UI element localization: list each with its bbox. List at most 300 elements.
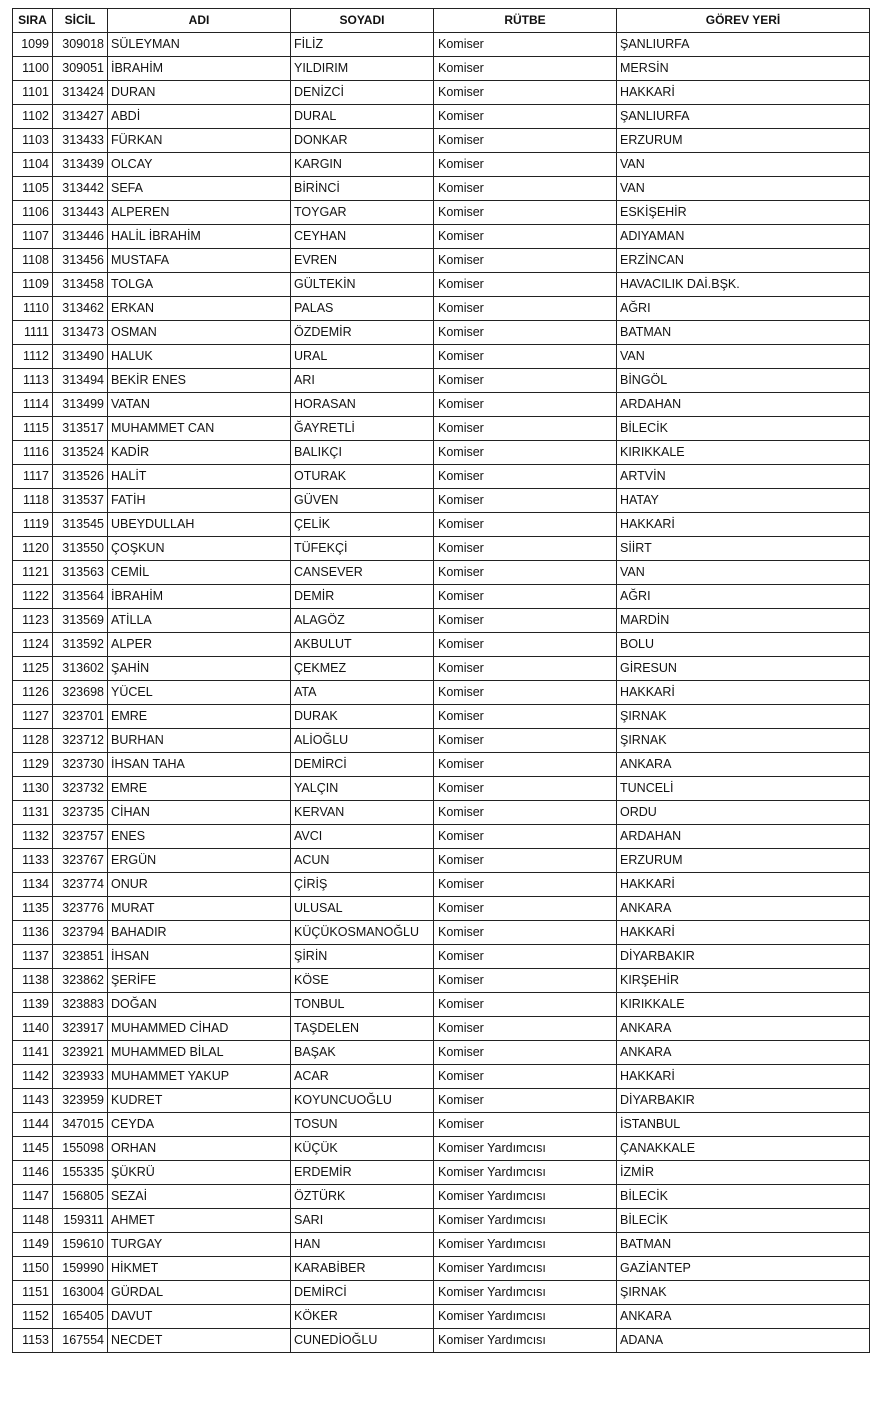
cell-soyadi: ÇEKMEZ: [291, 657, 434, 681]
cell-soyadi: SARI: [291, 1209, 434, 1233]
cell-adi: CİHAN: [108, 801, 291, 825]
cell-adi: AHMET: [108, 1209, 291, 1233]
table-row: [13, 657, 870, 681]
cell-sicil: 323794: [53, 921, 108, 945]
cell-sicil: 313592: [53, 633, 108, 657]
table-row: [13, 753, 870, 777]
cell-adi: OSMAN: [108, 321, 291, 345]
cell-soyadi: KÜÇÜKOSMANOĞLU: [291, 921, 434, 945]
cell-sira: 1106: [13, 201, 53, 225]
table-row: [13, 633, 870, 657]
cell-soyadi: DONKAR: [291, 129, 434, 153]
cell-gorev-yeri: ERZİNCAN: [617, 249, 870, 273]
cell-adi: GÜRDAL: [108, 1281, 291, 1305]
cell-sicil: 313545: [53, 513, 108, 537]
table-row: [13, 921, 870, 945]
table-row: [13, 897, 870, 921]
cell-gorev-yeri: BİLECİK: [617, 1209, 870, 1233]
cell-soyadi: KARGIN: [291, 153, 434, 177]
cell-rutbe: Komiser: [434, 249, 617, 273]
table-row: [13, 129, 870, 153]
cell-rutbe: Komiser: [434, 753, 617, 777]
table-body: [13, 33, 870, 1353]
cell-sicil: 323851: [53, 945, 108, 969]
cell-rutbe: Komiser: [434, 1089, 617, 1113]
cell-sira: 1100: [13, 57, 53, 81]
cell-soyadi: DEMİRCİ: [291, 753, 434, 777]
cell-gorev-yeri: HAVACILIK DAİ.BŞK.: [617, 273, 870, 297]
cell-soyadi: TOSUN: [291, 1113, 434, 1137]
cell-adi: DAVUT: [108, 1305, 291, 1329]
table-row: [13, 609, 870, 633]
cell-adi: SÜLEYMAN: [108, 33, 291, 57]
cell-soyadi: DENİZCİ: [291, 81, 434, 105]
cell-gorev-yeri: ŞIRNAK: [617, 705, 870, 729]
cell-soyadi: TÜFEKÇİ: [291, 537, 434, 561]
cell-gorev-yeri: GİRESUN: [617, 657, 870, 681]
cell-adi: MUSTAFA: [108, 249, 291, 273]
cell-soyadi: AKBULUT: [291, 633, 434, 657]
cell-sicil: 159610: [53, 1233, 108, 1257]
table-row: [13, 81, 870, 105]
cell-adi: ABDİ: [108, 105, 291, 129]
cell-gorev-yeri: ORDU: [617, 801, 870, 825]
cell-adi: ÇOŞKUN: [108, 537, 291, 561]
cell-gorev-yeri: ŞIRNAK: [617, 1281, 870, 1305]
cell-gorev-yeri: ANKARA: [617, 897, 870, 921]
cell-adi: ŞERİFE: [108, 969, 291, 993]
cell-rutbe: Komiser: [434, 153, 617, 177]
cell-sicil: 163004: [53, 1281, 108, 1305]
header-sicil: SİCİL: [53, 9, 108, 33]
cell-rutbe: Komiser: [434, 177, 617, 201]
cell-adi: HALİT: [108, 465, 291, 489]
cell-sira: 1122: [13, 585, 53, 609]
cell-sira: 1129: [13, 753, 53, 777]
cell-sira: 1138: [13, 969, 53, 993]
cell-sira: 1102: [13, 105, 53, 129]
cell-rutbe: Komiser Yardımcısı: [434, 1329, 617, 1353]
cell-sira: 1132: [13, 825, 53, 849]
cell-sira: 1108: [13, 249, 53, 273]
cell-gorev-yeri: HAKKARİ: [617, 921, 870, 945]
cell-sicil: 323712: [53, 729, 108, 753]
table-row: [13, 57, 870, 81]
cell-soyadi: TOYGAR: [291, 201, 434, 225]
cell-sicil: 313569: [53, 609, 108, 633]
cell-soyadi: BAŞAK: [291, 1041, 434, 1065]
table-row: [13, 705, 870, 729]
table-row: [13, 1233, 870, 1257]
cell-sicil: 159990: [53, 1257, 108, 1281]
cell-rutbe: Komiser: [434, 441, 617, 465]
cell-sicil: 309051: [53, 57, 108, 81]
cell-soyadi: ÇİRİŞ: [291, 873, 434, 897]
cell-rutbe: Komiser: [434, 561, 617, 585]
table-row: [13, 849, 870, 873]
cell-adi: İBRAHİM: [108, 585, 291, 609]
cell-soyadi: CANSEVER: [291, 561, 434, 585]
cell-sira: 1119: [13, 513, 53, 537]
header-rutbe: RÜTBE: [434, 9, 617, 33]
cell-rutbe: Komiser: [434, 849, 617, 873]
cell-sicil: 313564: [53, 585, 108, 609]
cell-sira: 1121: [13, 561, 53, 585]
cell-soyadi: DURAL: [291, 105, 434, 129]
cell-gorev-yeri: ŞANLIURFA: [617, 33, 870, 57]
cell-sira: 1137: [13, 945, 53, 969]
cell-sira: 1141: [13, 1041, 53, 1065]
table-row: [13, 441, 870, 465]
table-row: [13, 801, 870, 825]
cell-soyadi: KÜÇÜK: [291, 1137, 434, 1161]
cell-adi: OLCAY: [108, 153, 291, 177]
cell-adi: MUHAMMED CİHAD: [108, 1017, 291, 1041]
cell-sira: 1131: [13, 801, 53, 825]
cell-rutbe: Komiser: [434, 777, 617, 801]
cell-sira: 1109: [13, 273, 53, 297]
cell-sicil: 313524: [53, 441, 108, 465]
cell-adi: KUDRET: [108, 1089, 291, 1113]
cell-adi: BEKİR ENES: [108, 369, 291, 393]
cell-adi: CEMİL: [108, 561, 291, 585]
cell-sicil: 323732: [53, 777, 108, 801]
cell-rutbe: Komiser Yardımcısı: [434, 1233, 617, 1257]
cell-rutbe: Komiser: [434, 873, 617, 897]
cell-adi: MURAT: [108, 897, 291, 921]
cell-adi: İHSAN: [108, 945, 291, 969]
table-row: [13, 105, 870, 129]
cell-gorev-yeri: ADIYAMAN: [617, 225, 870, 249]
cell-soyadi: KÖSE: [291, 969, 434, 993]
cell-sira: 1112: [13, 345, 53, 369]
cell-rutbe: Komiser: [434, 321, 617, 345]
cell-sira: 1152: [13, 1305, 53, 1329]
table-row: [13, 153, 870, 177]
cell-rutbe: Komiser: [434, 825, 617, 849]
cell-adi: DOĞAN: [108, 993, 291, 1017]
cell-rutbe: Komiser: [434, 945, 617, 969]
cell-adi: HALİL İBRAHİM: [108, 225, 291, 249]
cell-soyadi: FİLİZ: [291, 33, 434, 57]
cell-gorev-yeri: MARDİN: [617, 609, 870, 633]
cell-sicil: 313446: [53, 225, 108, 249]
cell-gorev-yeri: TUNCELİ: [617, 777, 870, 801]
cell-sira: 1130: [13, 777, 53, 801]
cell-sicil: 155098: [53, 1137, 108, 1161]
cell-sira: 1117: [13, 465, 53, 489]
cell-sicil: 313494: [53, 369, 108, 393]
cell-gorev-yeri: ANKARA: [617, 753, 870, 777]
cell-soyadi: KARABİBER: [291, 1257, 434, 1281]
cell-sicil: 323862: [53, 969, 108, 993]
table-row: [13, 777, 870, 801]
table-row: [13, 969, 870, 993]
table-row: [13, 1209, 870, 1233]
cell-rutbe: Komiser: [434, 729, 617, 753]
cell-gorev-yeri: ARDAHAN: [617, 393, 870, 417]
cell-adi: ONUR: [108, 873, 291, 897]
cell-rutbe: Komiser: [434, 345, 617, 369]
cell-gorev-yeri: BATMAN: [617, 1233, 870, 1257]
cell-soyadi: URAL: [291, 345, 434, 369]
cell-rutbe: Komiser: [434, 633, 617, 657]
cell-sira: 1099: [13, 33, 53, 57]
cell-sira: 1144: [13, 1113, 53, 1137]
table-row: [13, 585, 870, 609]
cell-soyadi: ACUN: [291, 849, 434, 873]
cell-sicil: 313517: [53, 417, 108, 441]
cell-adi: EMRE: [108, 777, 291, 801]
cell-sicil: 313499: [53, 393, 108, 417]
cell-sira: 1111: [13, 321, 53, 345]
table-row: [13, 825, 870, 849]
table-row: [13, 1257, 870, 1281]
personnel-table: [12, 8, 870, 1353]
cell-sicil: 309018: [53, 33, 108, 57]
cell-sicil: 347015: [53, 1113, 108, 1137]
cell-sira: 1126: [13, 681, 53, 705]
cell-gorev-yeri: VAN: [617, 153, 870, 177]
cell-rutbe: Komiser Yardımcısı: [434, 1161, 617, 1185]
table-row: [13, 297, 870, 321]
cell-sicil: 165405: [53, 1305, 108, 1329]
cell-adi: SEZAİ: [108, 1185, 291, 1209]
table-header: [13, 9, 870, 33]
cell-sicil: 323757: [53, 825, 108, 849]
table-row: [13, 1137, 870, 1161]
cell-sicil: 323921: [53, 1041, 108, 1065]
cell-adi: ŞAHİN: [108, 657, 291, 681]
cell-sira: 1105: [13, 177, 53, 201]
cell-sicil: 323776: [53, 897, 108, 921]
cell-rutbe: Komiser: [434, 897, 617, 921]
cell-gorev-yeri: ERZURUM: [617, 129, 870, 153]
cell-rutbe: Komiser: [434, 921, 617, 945]
cell-soyadi: YALÇIN: [291, 777, 434, 801]
cell-sicil: 313433: [53, 129, 108, 153]
cell-gorev-yeri: VAN: [617, 177, 870, 201]
cell-sicil: 313550: [53, 537, 108, 561]
cell-soyadi: KOYUNCUOĞLU: [291, 1089, 434, 1113]
cell-sira: 1139: [13, 993, 53, 1017]
header-gorev-yeri: GÖREV YERİ: [617, 9, 870, 33]
cell-sira: 1123: [13, 609, 53, 633]
cell-rutbe: Komiser: [434, 681, 617, 705]
cell-sira: 1114: [13, 393, 53, 417]
cell-gorev-yeri: BİLECİK: [617, 417, 870, 441]
cell-soyadi: DEMİR: [291, 585, 434, 609]
cell-soyadi: ULUSAL: [291, 897, 434, 921]
cell-gorev-yeri: DİYARBAKIR: [617, 945, 870, 969]
cell-soyadi: BALIKÇI: [291, 441, 434, 465]
cell-adi: BURHAN: [108, 729, 291, 753]
cell-adi: FÜRKAN: [108, 129, 291, 153]
cell-adi: MUHAMMED BİLAL: [108, 1041, 291, 1065]
cell-sira: 1134: [13, 873, 53, 897]
table-row: [13, 1017, 870, 1041]
cell-sira: 1107: [13, 225, 53, 249]
cell-sicil: 323883: [53, 993, 108, 1017]
cell-rutbe: Komiser Yardımcısı: [434, 1185, 617, 1209]
cell-soyadi: BİRİNCİ: [291, 177, 434, 201]
cell-sira: 1142: [13, 1065, 53, 1089]
cell-sicil: 155335: [53, 1161, 108, 1185]
cell-sicil: 313439: [53, 153, 108, 177]
cell-adi: ŞÜKRÜ: [108, 1161, 291, 1185]
cell-rutbe: Komiser: [434, 1065, 617, 1089]
cell-sicil: 313424: [53, 81, 108, 105]
cell-gorev-yeri: ŞIRNAK: [617, 729, 870, 753]
cell-soyadi: GÜVEN: [291, 489, 434, 513]
cell-adi: VATAN: [108, 393, 291, 417]
table-row: [13, 1329, 870, 1353]
cell-rutbe: Komiser: [434, 81, 617, 105]
cell-adi: ERGÜN: [108, 849, 291, 873]
cell-rutbe: Komiser: [434, 129, 617, 153]
cell-rutbe: Komiser: [434, 105, 617, 129]
cell-sicil: 313456: [53, 249, 108, 273]
cell-adi: EMRE: [108, 705, 291, 729]
cell-adi: SEFA: [108, 177, 291, 201]
cell-rutbe: Komiser: [434, 657, 617, 681]
cell-soyadi: CEYHAN: [291, 225, 434, 249]
cell-sicil: 323774: [53, 873, 108, 897]
cell-gorev-yeri: ANKARA: [617, 1017, 870, 1041]
cell-soyadi: ĞAYRETLİ: [291, 417, 434, 441]
cell-sicil: 313526: [53, 465, 108, 489]
cell-rutbe: Komiser Yardımcısı: [434, 1137, 617, 1161]
cell-sira: 1101: [13, 81, 53, 105]
cell-gorev-yeri: HATAY: [617, 489, 870, 513]
cell-gorev-yeri: ÇANAKKALE: [617, 1137, 870, 1161]
cell-rutbe: Komiser Yardımcısı: [434, 1305, 617, 1329]
cell-sira: 1125: [13, 657, 53, 681]
cell-rutbe: Komiser: [434, 489, 617, 513]
table-row: [13, 1065, 870, 1089]
cell-gorev-yeri: MERSİN: [617, 57, 870, 81]
cell-rutbe: Komiser: [434, 273, 617, 297]
cell-adi: ALPER: [108, 633, 291, 657]
cell-sira: 1120: [13, 537, 53, 561]
table-row: [13, 729, 870, 753]
cell-soyadi: KÖKER: [291, 1305, 434, 1329]
cell-soyadi: TAŞDELEN: [291, 1017, 434, 1041]
cell-rutbe: Komiser: [434, 969, 617, 993]
cell-rutbe: Komiser Yardımcısı: [434, 1257, 617, 1281]
cell-gorev-yeri: HAKKARİ: [617, 1065, 870, 1089]
cell-sicil: 313490: [53, 345, 108, 369]
cell-gorev-yeri: AĞRI: [617, 585, 870, 609]
cell-soyadi: ACAR: [291, 1065, 434, 1089]
cell-rutbe: Komiser Yardımcısı: [434, 1281, 617, 1305]
cell-sira: 1136: [13, 921, 53, 945]
cell-soyadi: EVREN: [291, 249, 434, 273]
cell-rutbe: Komiser: [434, 201, 617, 225]
table-row: [13, 681, 870, 705]
cell-sicil: 323767: [53, 849, 108, 873]
cell-gorev-yeri: GAZİANTEP: [617, 1257, 870, 1281]
cell-soyadi: ALİOĞLU: [291, 729, 434, 753]
header-adi: ADI: [108, 9, 291, 33]
cell-sira: 1143: [13, 1089, 53, 1113]
cell-sicil: 313462: [53, 297, 108, 321]
cell-soyadi: CUNEDİOĞLU: [291, 1329, 434, 1353]
cell-sicil: 167554: [53, 1329, 108, 1353]
cell-sicil: 323917: [53, 1017, 108, 1041]
cell-soyadi: KERVAN: [291, 801, 434, 825]
cell-rutbe: Komiser: [434, 465, 617, 489]
cell-sicil: 313602: [53, 657, 108, 681]
cell-sira: 1148: [13, 1209, 53, 1233]
cell-sira: 1113: [13, 369, 53, 393]
cell-soyadi: ERDEMİR: [291, 1161, 434, 1185]
table-row: [13, 1161, 870, 1185]
cell-sira: 1115: [13, 417, 53, 441]
cell-adi: İBRAHİM: [108, 57, 291, 81]
cell-rutbe: Komiser: [434, 417, 617, 441]
cell-adi: KADİR: [108, 441, 291, 465]
table-row: [13, 417, 870, 441]
cell-adi: NECDET: [108, 1329, 291, 1353]
cell-rutbe: Komiser: [434, 537, 617, 561]
cell-soyadi: DURAK: [291, 705, 434, 729]
cell-gorev-yeri: VAN: [617, 345, 870, 369]
table-row: [13, 225, 870, 249]
cell-sicil: 156805: [53, 1185, 108, 1209]
cell-rutbe: Komiser: [434, 1041, 617, 1065]
cell-sira: 1110: [13, 297, 53, 321]
cell-rutbe: Komiser: [434, 393, 617, 417]
cell-sicil: 159311: [53, 1209, 108, 1233]
cell-rutbe: Komiser: [434, 297, 617, 321]
cell-adi: ALPEREN: [108, 201, 291, 225]
cell-rutbe: Komiser: [434, 225, 617, 249]
cell-sira: 1140: [13, 1017, 53, 1041]
cell-adi: UBEYDULLAH: [108, 513, 291, 537]
cell-gorev-yeri: HAKKARİ: [617, 681, 870, 705]
cell-sicil: 313473: [53, 321, 108, 345]
cell-sira: 1153: [13, 1329, 53, 1353]
cell-soyadi: ÖZDEMİR: [291, 321, 434, 345]
cell-rutbe: Komiser: [434, 57, 617, 81]
table-row: [13, 1305, 870, 1329]
cell-adi: HALUK: [108, 345, 291, 369]
cell-sicil: 313458: [53, 273, 108, 297]
cell-sicil: 313443: [53, 201, 108, 225]
cell-sicil: 323701: [53, 705, 108, 729]
table-row: [13, 177, 870, 201]
cell-adi: MUHAMMET YAKUP: [108, 1065, 291, 1089]
cell-sira: 1150: [13, 1257, 53, 1281]
cell-soyadi: YILDIRIM: [291, 57, 434, 81]
cell-sicil: 313537: [53, 489, 108, 513]
cell-adi: TURGAY: [108, 1233, 291, 1257]
cell-sira: 1145: [13, 1137, 53, 1161]
cell-soyadi: OTURAK: [291, 465, 434, 489]
cell-gorev-yeri: ARTVİN: [617, 465, 870, 489]
cell-sira: 1124: [13, 633, 53, 657]
header-sira: SIRA: [13, 9, 53, 33]
cell-gorev-yeri: ADANA: [617, 1329, 870, 1353]
table-row: [13, 393, 870, 417]
cell-soyadi: ALAGÖZ: [291, 609, 434, 633]
cell-soyadi: GÜLTEKİN: [291, 273, 434, 297]
cell-soyadi: ÖZTÜRK: [291, 1185, 434, 1209]
cell-adi: HİKMET: [108, 1257, 291, 1281]
cell-sira: 1146: [13, 1161, 53, 1185]
cell-rutbe: Komiser: [434, 993, 617, 1017]
